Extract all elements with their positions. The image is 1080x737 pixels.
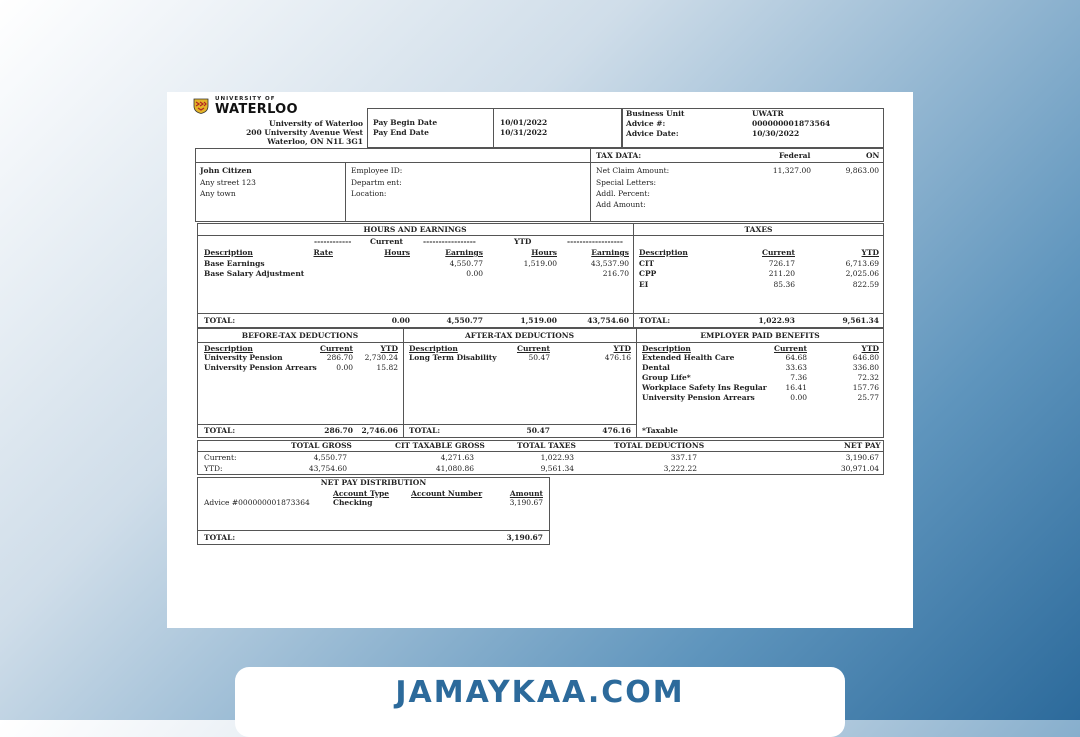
location-label: Location: (351, 189, 387, 198)
logo-line-1: UNIVERSITY OF (215, 96, 276, 102)
after-tax-ytd-header: YTD (613, 344, 631, 353)
taxes-desc-header: Description (639, 248, 688, 257)
tax-row-desc: EI (639, 280, 649, 289)
addl-percent-label: Addl. Percent: (596, 189, 650, 198)
business-unit-label: Business Unit (626, 109, 685, 118)
net-claim-label: Net Claim Amount: (596, 166, 670, 175)
summary-ytd-net: 30,971.04 (840, 464, 879, 473)
benefit-row-current: 0.00 (790, 393, 807, 402)
footer-card (235, 667, 845, 737)
summary-current-taxes: 1,022.93 (540, 453, 574, 462)
taxes-total-label: TOTAL: (639, 316, 671, 325)
distribution-number-header: Account Number (411, 489, 483, 498)
benefit-row-desc: Group Life* (642, 373, 691, 382)
pay-begin-date: 10/01/2022 (500, 118, 548, 127)
earn-row-earnings: 0.00 (466, 269, 483, 278)
distribution-total: 3,190.67 (506, 533, 543, 542)
hours-earnings-title: HOURS AND EARNINGS (363, 225, 467, 234)
earn-row-desc: Base Earnings (204, 259, 265, 268)
after-tax-row-ytd: 476.16 (604, 353, 631, 362)
benefits-current-header: Current (773, 344, 807, 353)
tax-data-title: TAX DATA: (596, 151, 642, 160)
advice-number-label: Advice #: (626, 119, 666, 128)
summary-current-net: 3,190.67 (845, 453, 879, 462)
employee-name: John Citizen (200, 166, 252, 175)
advice-number-value: 000000001873564 (752, 119, 831, 128)
summary-ytd-gross: 43,754.60 (308, 464, 347, 473)
earn-row-desc: Base Salary Adjustment (204, 269, 305, 278)
before-tax-total-label: TOTAL: (204, 426, 236, 435)
taxes-total-current: 1,022.93 (758, 316, 795, 325)
summary-ytd-cit: 41,080.86 (435, 464, 474, 473)
pay-end-date: 10/31/2022 (500, 128, 548, 137)
distribution-type-header: Account Type (333, 489, 390, 498)
employer-name: University of Waterloo (269, 119, 363, 128)
before-tax-desc-header: Description (204, 344, 253, 353)
earn-row-ytd-earnings: 216.70 (602, 269, 629, 278)
tax-row-ytd: 2,025.06 (845, 269, 879, 278)
distribution-amount: 3,190.67 (509, 498, 543, 507)
benefit-row-ytd: 72.32 (857, 373, 879, 382)
earn-row-ytd-hours: 1,519.00 (523, 259, 557, 268)
net-claim-on: 9,863.00 (845, 166, 879, 175)
benefit-row-ytd: 25.77 (857, 393, 879, 402)
summary-gross-header: TOTAL GROSS (291, 441, 352, 450)
summary-ytd-label: YTD: (204, 464, 223, 473)
hours-earnings-header: Earnings (445, 248, 483, 257)
hours-total-earnings: 4,550.77 (446, 316, 483, 325)
earn-row-earnings: 4,550.77 (449, 259, 483, 268)
add-amount-label: Add Amount: (596, 200, 646, 209)
distribution-advice: Advice #000000001873364 (204, 498, 310, 507)
shield-crest-icon (193, 98, 209, 114)
employer-address-1: 200 University Avenue West (246, 128, 363, 137)
employee-town: Any town (200, 189, 236, 198)
hours-hours-header: Hours (384, 248, 410, 257)
hours-total-hours: 0.00 (391, 316, 410, 325)
benefit-row-ytd: 336.80 (852, 363, 879, 372)
hours-total-ytd-hours: 1,519.00 (520, 316, 557, 325)
hours-dash-3: ------------------ (567, 237, 624, 246)
benefit-row-current: 33.63 (785, 363, 807, 372)
benefits-ytd-header: YTD (861, 344, 879, 353)
before-tax-row-current: 286.70 (326, 353, 353, 362)
after-tax-total-current: 50.47 (526, 426, 550, 435)
summary-current-label: Current: (204, 453, 237, 462)
benefit-row-desc: Dental (642, 363, 670, 372)
pay-begin-label: Pay Begin Date (373, 118, 438, 127)
before-tax-row-current: 0.00 (336, 363, 353, 372)
taxes-total-ytd: 9,561.34 (842, 316, 879, 325)
benefit-row-ytd: 157.76 (852, 383, 879, 392)
after-tax-title: AFTER-TAX DEDUCTIONS (464, 331, 575, 340)
summary-net-header: NET PAY (844, 441, 881, 450)
summary-current-cit: 4,271.63 (440, 453, 474, 462)
before-tax-total-current: 286.70 (324, 426, 353, 435)
hours-total-label: TOTAL: (204, 316, 236, 325)
hours-ytd-hours-header: Hours (531, 248, 557, 257)
tax-row-current: 726.17 (768, 259, 795, 268)
advice-date-value: 10/30/2022 (752, 129, 800, 138)
tax-row-current: 211.20 (768, 269, 795, 278)
net-claim-federal: 11,327.00 (772, 166, 811, 175)
hours-dash-1: ------------ (314, 237, 352, 246)
summary-ytd-deductions: 3,222.22 (663, 464, 697, 473)
after-tax-row-current: 50.47 (528, 353, 550, 362)
benefit-row-desc: University Pension Arrears (642, 393, 755, 402)
tax-row-ytd: 6,713.69 (845, 259, 879, 268)
taxable-note: *Taxable (642, 426, 678, 435)
summary-taxes-header: TOTAL TAXES (517, 441, 576, 450)
summary-deductions-header: TOTAL DEDUCTIONS (614, 441, 705, 450)
hours-ytd-group: YTD (514, 237, 532, 246)
benefit-row-desc: Workplace Safety Ins Regular (642, 383, 767, 392)
summary-current-deductions: 337.17 (670, 453, 697, 462)
hours-rate-header: Rate (313, 248, 333, 257)
after-tax-desc-header: Description (409, 344, 458, 353)
before-tax-row-desc: University Pension (204, 353, 283, 362)
hours-dash-2: ----------------- (423, 237, 476, 246)
logo-line-2: WATERLOO (215, 102, 298, 117)
benefit-row-current: 7.36 (790, 373, 807, 382)
advice-date-label: Advice Date: (626, 129, 679, 138)
benefit-row-ytd: 646.80 (852, 353, 879, 362)
benefits-title: EMPLOYER PAID BENEFITS (700, 331, 820, 340)
before-tax-row-ytd: 15.82 (376, 363, 398, 372)
distribution-amount-header: Amount (509, 489, 543, 498)
taxes-ytd-header: YTD (861, 248, 879, 257)
after-tax-current-header: Current (516, 344, 550, 353)
summary-cit-header: CIT TAXABLE GROSS (395, 441, 485, 450)
hours-ytd-earnings-header: Earnings (591, 248, 629, 257)
after-tax-total-label: TOTAL: (409, 426, 441, 435)
footer-site-name: JAMAYKAA.COM (395, 675, 685, 710)
before-tax-row-desc: University Pension Arrears (204, 363, 317, 372)
pay-stub-document (167, 92, 913, 628)
benefit-row-current: 16.41 (785, 383, 807, 392)
summary-current-gross: 4,550.77 (313, 453, 347, 462)
special-letters-label: Special Letters: (596, 178, 657, 187)
benefits-desc-header: Description (642, 344, 691, 353)
tax-federal-header: Federal (779, 151, 811, 160)
tax-row-ytd: 822.59 (852, 280, 879, 289)
tax-on-header: ON (866, 151, 880, 160)
employee-street: Any street 123 (200, 178, 256, 187)
benefit-row-desc: Extended Health Care (642, 353, 735, 362)
pay-end-label: Pay End Date (373, 128, 429, 137)
tax-row-current: 85.36 (773, 280, 795, 289)
earn-row-ytd-earnings: 43,537.90 (590, 259, 629, 268)
taxes-title: TAXES (744, 225, 773, 234)
distribution-total-label: TOTAL: (204, 533, 236, 542)
before-tax-current-header: Current (319, 344, 353, 353)
after-tax-row-desc: Long Term Disability (409, 353, 497, 362)
before-tax-ytd-header: YTD (380, 344, 398, 353)
before-tax-title: BEFORE-TAX DEDUCTIONS (241, 331, 359, 340)
tax-row-desc: CIT (639, 259, 655, 268)
tax-row-desc: CPP (639, 269, 657, 278)
before-tax-row-ytd: 2,730.24 (364, 353, 398, 362)
department-label: Departm ent: (351, 178, 402, 187)
after-tax-total-ytd: 476.16 (602, 426, 631, 435)
employer-address-2: Waterloo, ON N1L 3G1 (267, 137, 363, 146)
distribution-title: NET PAY DISTRIBUTION (320, 478, 427, 487)
hours-current-group: Current (370, 237, 404, 246)
summary-ytd-taxes: 9,561.34 (540, 464, 574, 473)
employee-id-label: Employee ID: (351, 166, 403, 175)
taxes-current-header: Current (761, 248, 795, 257)
distribution-type: Checking (333, 498, 373, 507)
business-unit-value: UWATR (752, 109, 784, 118)
before-tax-total-ytd: 2,746.06 (361, 426, 398, 435)
benefit-row-current: 64.68 (785, 353, 807, 362)
hours-desc-header: Description (204, 248, 253, 257)
hours-total-ytd-earnings: 43,754.60 (587, 316, 629, 325)
